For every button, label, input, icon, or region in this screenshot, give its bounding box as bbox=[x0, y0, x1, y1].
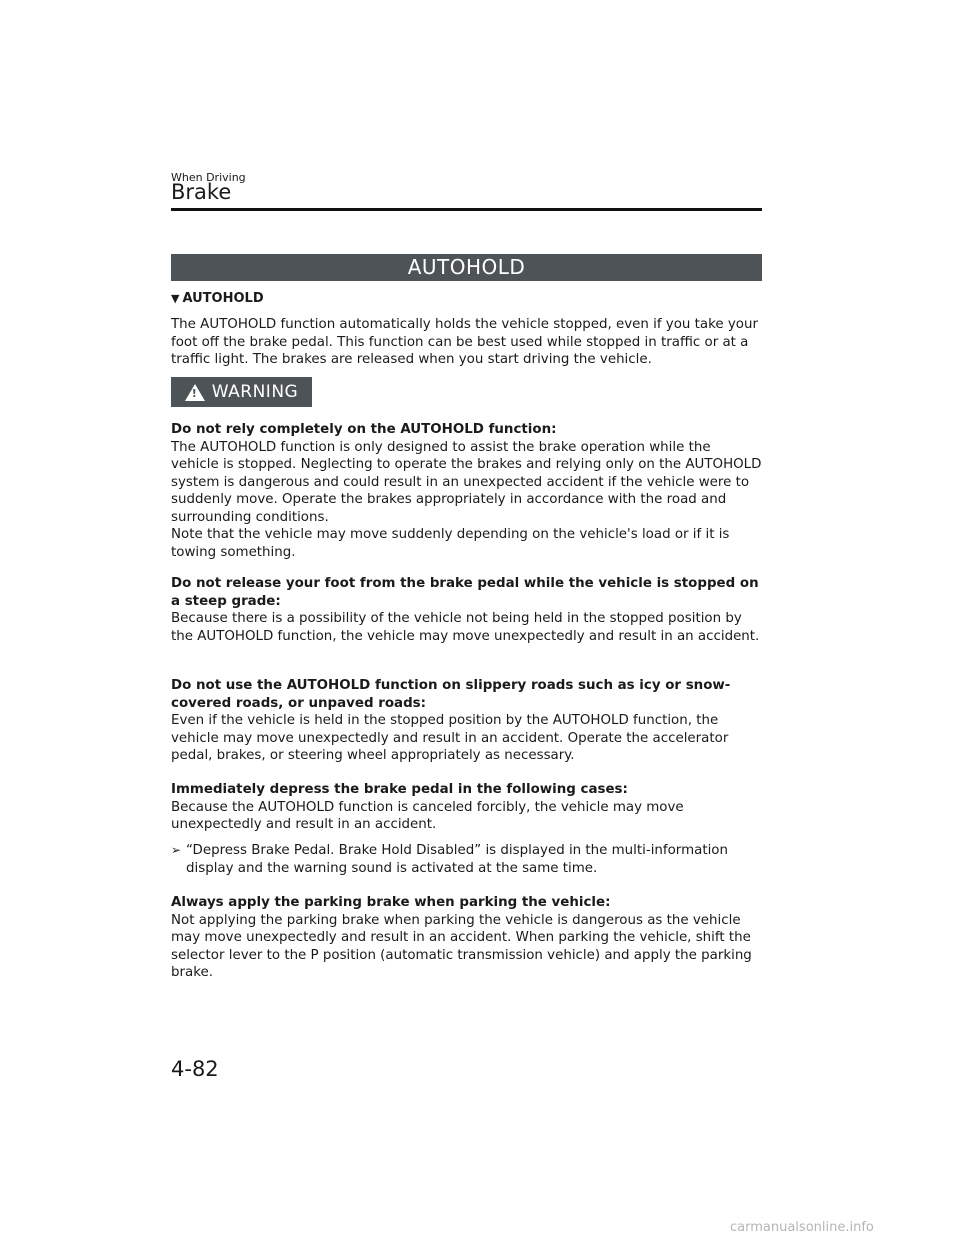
header-rule bbox=[171, 208, 762, 211]
warning-body: The AUTOHOLD function is only designed to assist the brake operation while the vehicle is stopped. Neglecting to operate the brakes and relying only on the AUTOHOLD system is dangerous and could result in an unexpected accident if the vehicle were to suddenly move. Operate the brakes appropriately in accordance with the road and surrounding conditions. bbox=[171, 439, 762, 525]
warning-heading: Do not use the AUTOHOLD function on slippery roads such as icy or snow-covered roads, or unpaved roads: bbox=[171, 678, 731, 711]
warning-block-1 bbox=[171, 421, 762, 561]
warning-block-2 bbox=[171, 575, 762, 645]
subheading-text: AUTOHOLD bbox=[182, 291, 264, 306]
warning-heading: Do not release your foot from the brake pedal while the vehicle is stopped on a steep grade: bbox=[171, 576, 759, 609]
warning-body: Because there is a possibility of the vehicle not being held in the stopped position by the AUTOHOLD function, the vehicle may move unexpectedly and result in an accident. bbox=[171, 611, 760, 644]
warning-body: Because the AUTOHOLD function is canceled forcibly, the vehicle may move unexpectedly and result in an accident. bbox=[171, 799, 684, 832]
warning-heading: Do not rely completely on the AUTOHOLD function: bbox=[171, 422, 557, 437]
watermark: carmanualsonline.info bbox=[730, 1220, 874, 1235]
warning-badge bbox=[171, 377, 312, 407]
warning-block-4 bbox=[171, 781, 762, 834]
bullet-text: “Depress Brake Pedal. Brake Hold Disabled” is displayed in the multi-information display and the warning sound is activated at the same time. bbox=[186, 843, 728, 876]
bullet-item bbox=[171, 842, 762, 877]
section-title: Brake bbox=[171, 180, 232, 204]
triangle-down-icon: ▼ bbox=[171, 292, 180, 305]
warning-body: Even if the vehicle is held in the stopped position by the AUTOHOLD function, the vehicle may move unexpectedly and result in an accident. Operate the accelerator pedal, brakes, or steering wheel appropriately as necessary. bbox=[171, 713, 729, 763]
subheading bbox=[171, 290, 264, 308]
intro-paragraph: The AUTOHOLD function automatically holds the vehicle stopped, even if you take your foot off the brake pedal. This function can be best used while stopped in traffic or at a traffic light. The brakes are released when you start driving the vehicle. bbox=[171, 317, 758, 367]
warning-heading: Always apply the parking brake when parking the vehicle: bbox=[171, 895, 611, 910]
warning-heading: Immediately depress the brake pedal in the following cases: bbox=[171, 782, 628, 797]
warning-icon: ! bbox=[185, 384, 205, 401]
topic-banner: AUTOHOLD bbox=[171, 254, 762, 281]
warning-block-5 bbox=[171, 894, 762, 982]
arrow-right-icon: ➢ bbox=[171, 843, 182, 857]
warning-body: Note that the vehicle may move suddenly depending on the vehicle's load or if it is towing something. bbox=[171, 527, 730, 560]
warning-block-3 bbox=[171, 677, 762, 765]
warning-label: WARNING bbox=[211, 382, 299, 402]
chapter-label: When Driving bbox=[171, 171, 246, 184]
warning-body: Not applying the parking brake when parking the vehicle is dangerous as the vehicle may move unexpectedly and result in an accident. When parking the vehicle, shift the selector lever to the P position (automatic transmission vehicle) and apply the parking brake. bbox=[171, 912, 752, 980]
page-number: 4-82 bbox=[171, 1057, 219, 1081]
